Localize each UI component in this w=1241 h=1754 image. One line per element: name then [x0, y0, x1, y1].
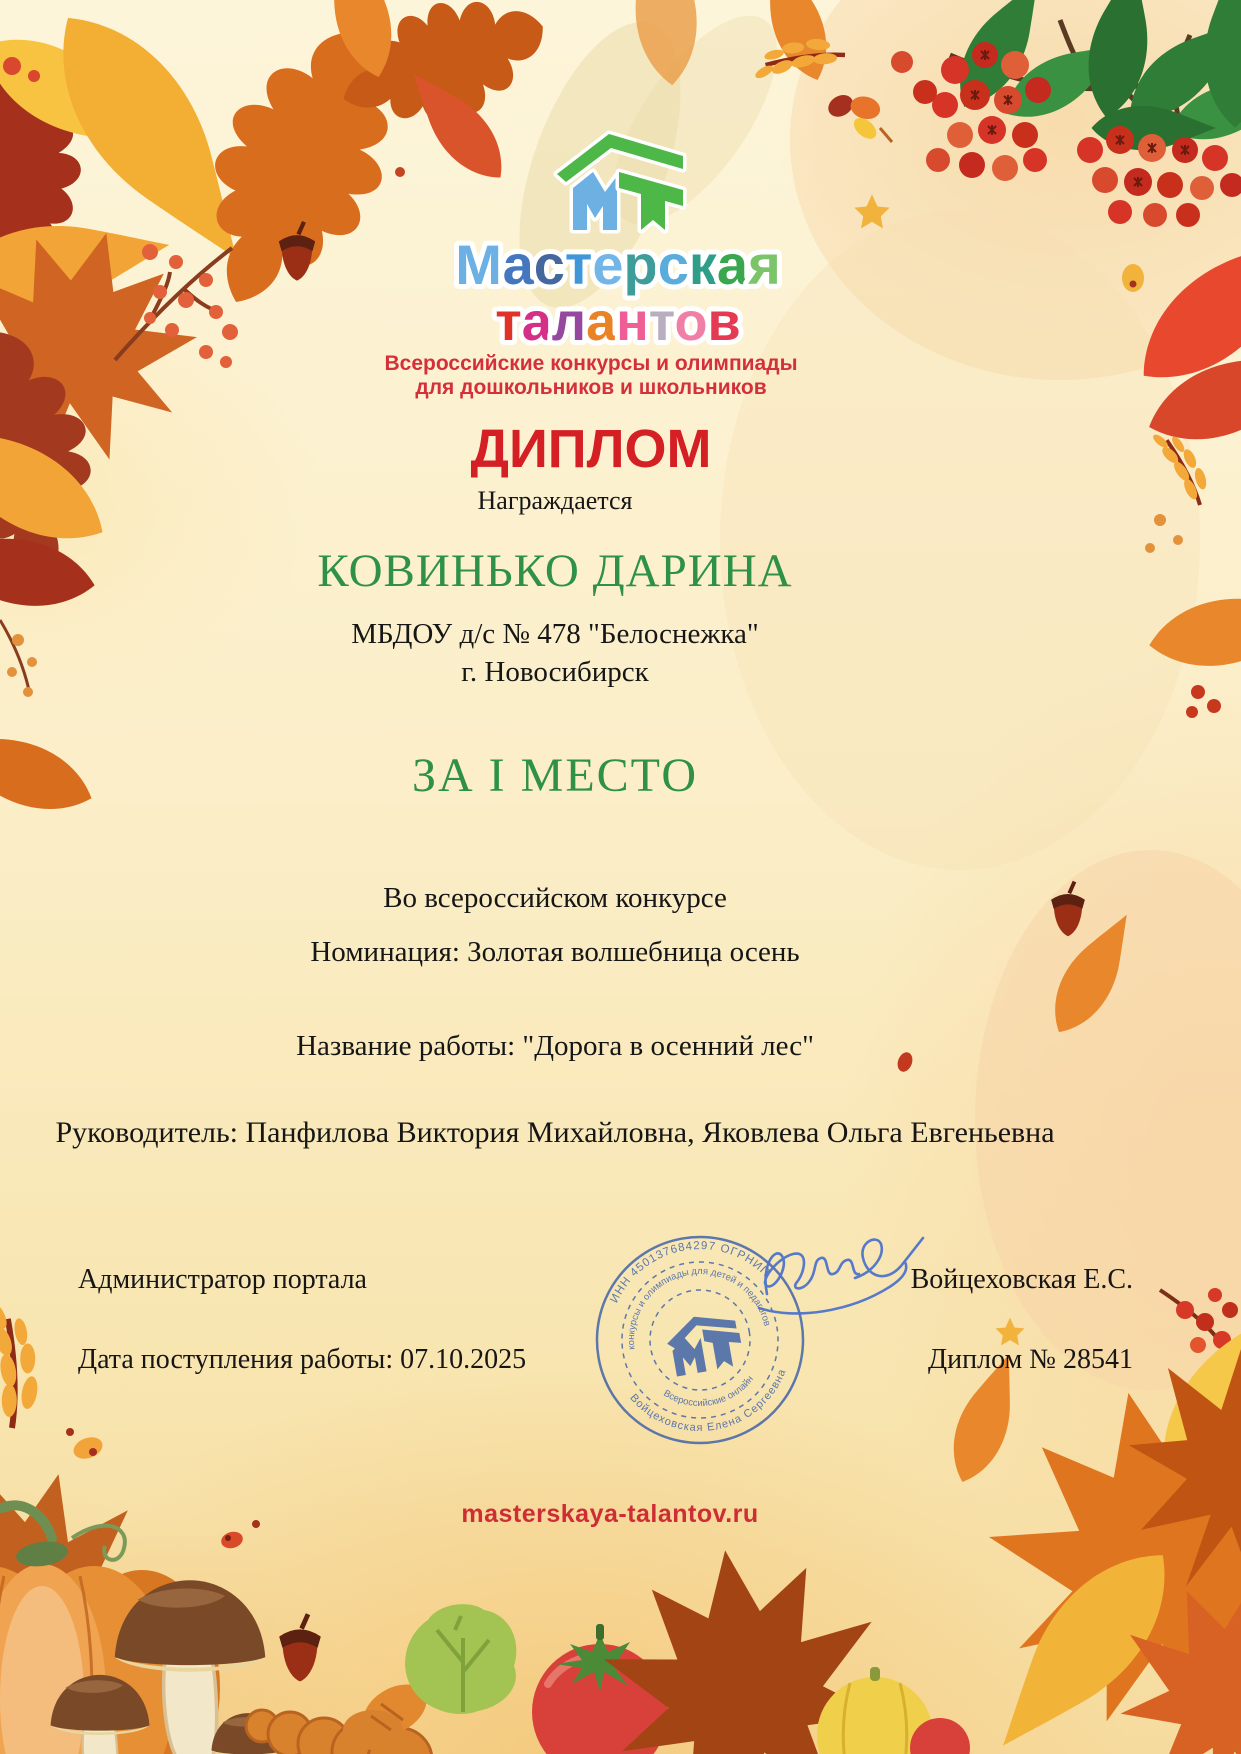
stamp-text-contests: конкурсы и олимпиады для детей и педагогов	[625, 1266, 773, 1351]
diploma-number: Диплом № 28541	[928, 1344, 1133, 1375]
logo-letter-m	[573, 172, 617, 230]
website-url: masterskaya-talantov.ru	[461, 1500, 759, 1528]
brand-wordmark	[248, 234, 988, 350]
stamp-mt-logo	[663, 1309, 745, 1377]
nomination-line: Номинация: Золотая волшебница осень	[310, 936, 800, 968]
supervisor-line: Руководитель: Панфилова Виктория Михайловна, Яковлева Ольга Евгеньевна	[55, 1116, 1055, 1149]
mt-logo	[553, 126, 689, 238]
brand-word-masterskaya: Мастерская	[455, 234, 781, 296]
lettuce	[405, 1604, 516, 1714]
work-title-line: Название работы: "Дорога в осенний лес"	[296, 1030, 814, 1062]
institution: МБДОУ д/с № 478 "Белоснежка"	[351, 618, 759, 650]
tagline-line1: Всероссийские конкурсы и олимпиады	[384, 352, 798, 375]
bottom-acorn	[279, 1614, 321, 1681]
award-place: ЗА I МЕСТО	[411, 749, 699, 802]
admin-name: Войцеховская Е.С.	[910, 1264, 1133, 1295]
date-line: Дата поступления работы: 07.10.2025	[78, 1344, 527, 1375]
brand-word-talantov: талантов	[495, 292, 741, 350]
stamp-text-online: Всероссийские онлайн	[661, 1373, 756, 1410]
recipient-name: КОВИНЬКО ДАРИНА	[317, 545, 793, 597]
diploma-title: ДИПЛОМ	[470, 419, 712, 479]
logo-letter-t	[619, 172, 683, 230]
tagline-line2: для дошкольников и школьников	[415, 376, 767, 399]
competition-line: Во всероссийском конкурсе	[383, 882, 727, 914]
city: г. Новосибирск	[461, 656, 649, 688]
stamp-text-owner: Войцеховская Елена Сергеевна	[627, 1366, 789, 1434]
awarded-label: Награждается	[477, 486, 633, 515]
stamp-text-inn: ИНН 450137684297 ОГРНИП	[608, 1240, 773, 1305]
admin-label: Администратор портала	[78, 1264, 367, 1295]
signature	[755, 1232, 945, 1342]
vegetables	[343, 1532, 970, 1754]
